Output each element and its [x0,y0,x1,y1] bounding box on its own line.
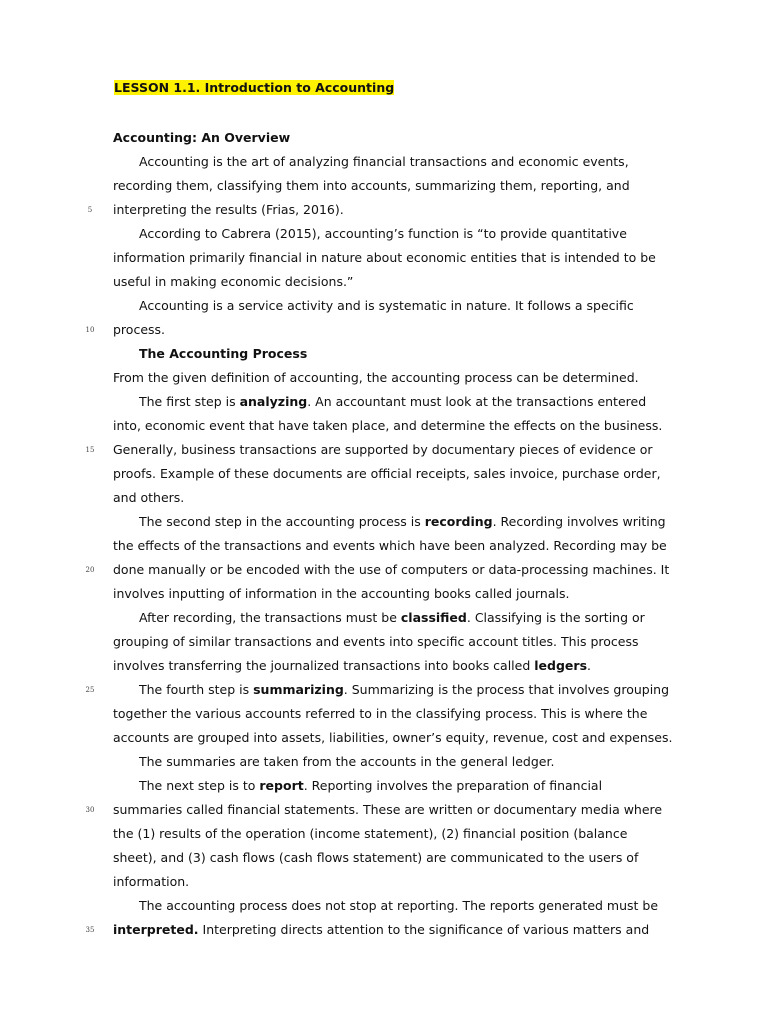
line-number: 5 [87,206,93,214]
bold-term: ledgers [534,658,588,673]
text-run: . An accountant must look at the transactions entered [307,394,647,409]
text-line [113,702,658,726]
text-line [113,870,658,894]
bold-term: recording [424,514,493,529]
text-run: involves inputting of information in the accounting books called journals. [113,586,570,601]
bold-term: summarizing [253,682,344,697]
text-run: and others. [113,490,185,505]
text-run: The accounting process does not stop at reporting. The reports generated must be [139,898,659,913]
text-line [113,630,658,654]
text-run: The summaries are taken from the accounts in the general ledger. [139,754,555,769]
text-line [113,654,658,678]
text-line [113,366,658,390]
text-run: . Reporting involves the preparation of financial [303,778,603,793]
text-line [113,126,658,150]
text-line [113,342,658,366]
text-line [113,198,658,222]
text-run: From the given definition of accounting, the accounting process can be determined. [113,370,639,385]
line-number: 20 [85,566,95,574]
text-run: Accounting is the art of analyzing financial transactions and economic events, [139,154,629,169]
text-line [113,390,658,414]
text-run: According to Cabrera (2015), accounting’s function is “to provide quantitative [139,226,627,241]
lesson-title-text: LESSON 1.1. Introduction to Accounting [114,80,395,95]
text-line [113,534,667,558]
text-line [113,918,658,942]
text-run: process. [113,322,166,337]
text-run: the effects of the transactions and events which have been analyzed. Recording may be [113,538,667,553]
text-line [113,726,673,750]
text-run: interpreting the results (Frias, 2016). [113,202,344,217]
text-line [113,150,658,174]
text-line [113,222,658,246]
text-line [113,822,658,846]
text-line [113,438,658,462]
text-run: . Recording involves writing [492,514,666,529]
text-run: proofs. Example of these documents are official receipts, sales invoice, purchase order, [113,466,661,481]
bold-term: Accounting: An Overview [113,130,291,145]
line-number: 25 [85,686,95,694]
text-run: After recording, the transactions must be [139,610,401,625]
text-run: useful in making economic decisions.” [113,274,354,289]
text-run: information primarily financial in nature about economic entities that is intended to be [113,250,656,265]
line-number: 30 [85,806,95,814]
text-line [113,318,658,342]
text-run: . Classifying is the sorting or [466,610,645,625]
line-number: 15 [85,446,95,454]
line-number: 10 [85,326,95,334]
text-run: . [587,658,591,673]
text-run: The second step in the accounting process is [139,514,425,529]
text-line [113,270,658,294]
text-line [113,678,670,702]
text-run: The fourth step is [139,682,254,697]
text-run: Accounting is a service activity and is systematic in nature. It follows a specific [139,298,634,313]
text-run: The first step is [139,394,240,409]
bold-term: report [259,778,304,793]
bold-term: The Accounting Process [139,346,308,361]
text-line [113,510,666,534]
text-run: accounts are grouped into assets, liabilities, owner’s equity, revenue, cost and expenses. [113,730,673,745]
text-run: recording them, classifying them into accounts, summarizing them, reporting, and [113,178,630,193]
text-line [113,558,670,582]
text-line [113,582,658,606]
text-run: . Summarizing is the process that involves grouping [343,682,670,697]
text-run: grouping of similar transactions and events into specific account titles. This process [113,634,639,649]
text-run: Interpreting directs attention to the significance of various matters and [198,922,650,937]
lesson-title [113,79,395,96]
text-line [113,174,658,198]
text-run: into, economic event that have taken place, and determine the effects on the business. [113,418,663,433]
bold-term: interpreted. [113,922,199,937]
text-line [113,846,658,870]
text-line [113,462,661,486]
text-run: the (1) results of the operation (income statement), (2) financial position (balance [113,826,628,841]
text-line [113,798,663,822]
text-line [113,486,658,510]
text-line [113,750,658,774]
text-run: involves transferring the journalized transactions into books called [113,658,535,673]
text-line [113,414,663,438]
text-line [113,294,658,318]
bold-term: classified [400,610,467,625]
text-run: summaries called financial statements. These are written or documentary media where [113,802,663,817]
text-run: Generally, business transactions are supported by documentary pieces of evidence or [113,442,653,457]
text-line [113,246,658,270]
text-line [113,894,658,918]
text-run: information. [113,874,190,889]
text-run: together the various accounts referred to in the classifying process. This is where the [113,706,648,721]
line-number: 35 [85,926,95,934]
bold-term: analyzing [239,394,308,409]
document-body [113,126,673,942]
text-run: done manually or be encoded with the use of computers or data-processing machines. It [113,562,670,577]
text-run: sheet), and (3) cash flows (cash flows statement) are communicated to the users of [113,850,639,865]
text-line [113,606,658,630]
text-line [113,774,658,798]
text-run: The next step is to [139,778,260,793]
